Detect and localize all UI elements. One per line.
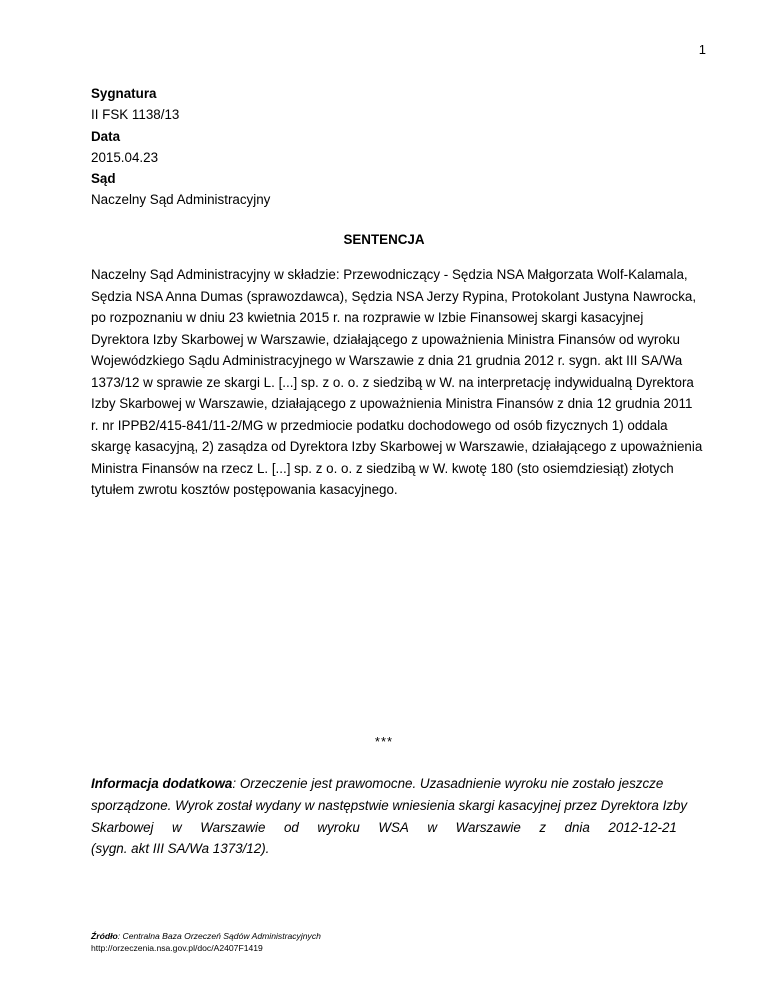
sentencja-line: tytułem zwrotu kosztów postępowania kasacyjnego. bbox=[91, 482, 398, 497]
data-label: Data bbox=[91, 128, 121, 144]
info-text: : Orzeczenie jest prawomocne. Uzasadnienie wyroku nie zostało jeszcze bbox=[232, 776, 664, 791]
info-word: z bbox=[539, 819, 547, 835]
data-value: 2015.04.23 bbox=[91, 149, 159, 165]
info-line-3 bbox=[91, 817, 677, 839]
sentencja-line: Wojewódzkiego Sądu Administracyjnego w Warszawie z dnia 21 grudnia 2012 r. sygn. akt III SA/Wa bbox=[91, 353, 683, 368]
info-word: Skarbowej bbox=[91, 819, 154, 835]
section-separator: *** bbox=[374, 734, 394, 749]
sentencja-line: 1373/12 w sprawie ze skargi L. [...] sp. z o. o. z siedzibą w W. na interpretację indywidualną Dyrektora bbox=[91, 374, 694, 390]
footer-url[interactable]: http://orzeczenia.nsa.gov.pl/doc/A2407F1419 bbox=[91, 943, 263, 953]
info-label: Informacja dodatkowa bbox=[91, 776, 233, 791]
info-word: WSA bbox=[378, 819, 409, 835]
sygnatura-label: Sygnatura bbox=[91, 86, 157, 101]
sentencja-line: Naczelny Sąd Administracyjny w składzie: Przewodniczący - Sędzia NSA Małgorzata Wolf-Kalamala, bbox=[91, 267, 688, 282]
footer-source bbox=[91, 930, 321, 942]
sad-value: Naczelny Sąd Administracyjny bbox=[91, 192, 271, 208]
info-word: Warszawie bbox=[200, 819, 266, 835]
info-word: 2012-12-21 bbox=[608, 819, 677, 835]
sentencja-line: skargę kasacyjną, 2) zasądza od Dyrektora Izby Skarbowej w Warszawie, działającego z upoważnienia bbox=[91, 439, 703, 454]
footer-source-text: : Centralna Baza Orzeczeń Sądów Administracyjnych bbox=[117, 931, 321, 941]
footer-source-label: Źródło bbox=[91, 931, 118, 941]
additional-info bbox=[91, 773, 688, 860]
info-word: w bbox=[427, 819, 438, 835]
info-word: w bbox=[172, 819, 182, 835]
info-line-2: sporządzone. Wyrok został wydany w następstwie wniesienia skargi kasacyjnej przez Dyrektora Izby bbox=[91, 797, 688, 813]
info-word: Warszawie bbox=[455, 819, 521, 835]
info-word: wyroku bbox=[317, 819, 360, 835]
sentencja-line: Ministra Finansów na rzecz L. [...] sp. z o. o. z siedzibą w W. kwotę 180 (sto osiemdziesiąt) złotych bbox=[91, 460, 674, 476]
sentencja-line: Dyrektora Izby Skarbowej w Warszawie, działającego z upoważnienia Ministra Finansów od wyroku bbox=[91, 331, 680, 347]
info-line-1 bbox=[91, 773, 677, 795]
footer bbox=[91, 930, 321, 954]
sentencja-heading: SENTENCJA bbox=[343, 232, 425, 247]
page-number: 1 bbox=[698, 42, 706, 57]
sentencja-line: Izby Skarbowej w Warszawie, działającego z upoważnienia Ministra Finansów z dnia 12 grudnia 2011 bbox=[91, 396, 693, 411]
info-word: od bbox=[283, 819, 299, 835]
info-word: dnia bbox=[564, 819, 590, 835]
sygnatura-value: II FSK 1138/13 bbox=[91, 107, 180, 123]
sentencja-line: Sędzia NSA Anna Dumas (sprawozdawca), Sędzia NSA Jerzy Rypina, Protokolant Justyna Nawrocka, bbox=[91, 288, 697, 304]
sentencja-line: po rozpoznaniu w dniu 23 kwietnia 2015 r. na rozprawie w Izbie Finansowej skargi kasacyjnej bbox=[91, 310, 644, 325]
metadata-block bbox=[91, 83, 270, 211]
sentencja-line: r. nr IPPB2/415-841/11-2/MG w przedmiocie podatku dochodowego od osób fizycznych 1) oddala bbox=[91, 417, 668, 433]
sentencja-body bbox=[91, 264, 703, 501]
sad-label: Sąd bbox=[91, 171, 116, 187]
info-line-4: (sygn. akt III SA/Wa 1373/12). bbox=[91, 841, 270, 857]
